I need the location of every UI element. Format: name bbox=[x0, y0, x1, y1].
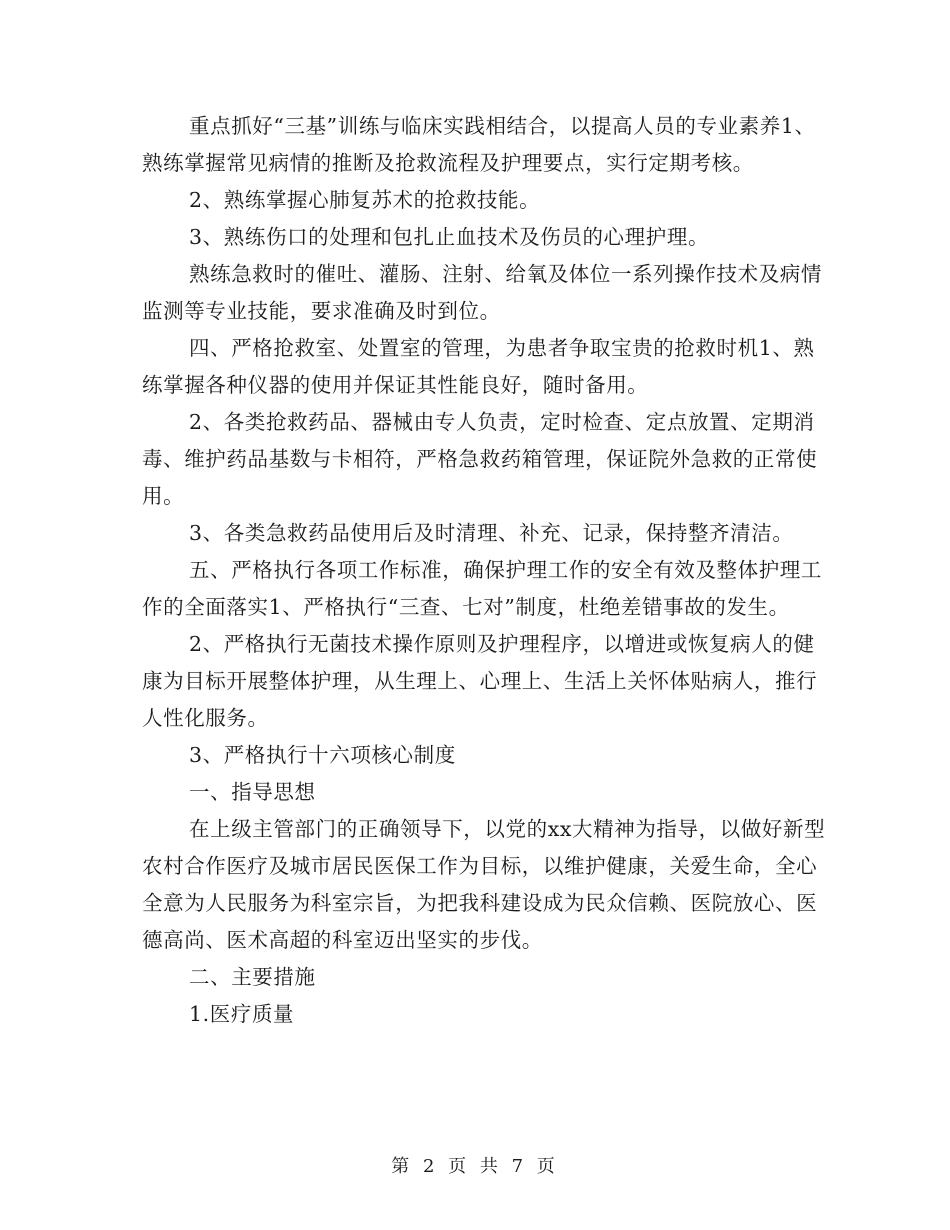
paragraph-aseptic: 2、严格执行无菌技术操作原则及护理程序，以增进或恢复病人的健康为目标开展整体护理，从生理上、心理上、生活上关怀体贴病人，推行人性化服务。 bbox=[142, 632, 818, 730]
paragraph-drug-management: 2、各类抢救药品、器械由专人负责，定时检查、定点放置、定期消毒、维护药品基数与卡相符，严格急救药箱管理，保证院外急救的正常使用。 bbox=[142, 410, 818, 508]
paragraph-three-basics: 重点抓好“三基”训练与临床实践相结合，以提高人员的专业素养1、熟练掌握常见病情的推断及抢救流程及护理要点，实行定期考核。 bbox=[142, 114, 816, 175]
paragraph-guiding-ideology: 在上级主管部门的正确领导下，以党的xx大精神为指导，以做好新型农村合作医疗及城市居民医保工作为目标，以维护健康，关爱生命，全心全意为人民服务为科室宗旨，为把我科建设成为民众信赖、医院放心、医德高尚、医术高超的科室迈出坚实的步伐。 bbox=[142, 817, 826, 952]
heading-guiding-ideology: 一、指导思想 bbox=[189, 780, 316, 804]
paragraph-emergency-techniques: 熟练急救时的催吐、灌肠、注射、给氧及体位一系列操作技术及病情监测等专业技能，要求准确及时到位。 bbox=[142, 262, 822, 323]
heading-main-measures: 二、主要措施 bbox=[189, 965, 316, 989]
document-body bbox=[142, 108, 832, 1033]
paragraph-core-systems: 3、严格执行十六项核心制度 bbox=[189, 743, 456, 767]
paragraph-cpr-skills: 2、熟练掌握心肺复苏术的抢救技能。 bbox=[189, 188, 541, 212]
paragraph-section-five: 五、严格执行各项工作标准，确保护理工作的安全有效及整体护理工作的全面落实1、严格执行“三查、七对”制度，杜绝差错事故的发生。 bbox=[142, 558, 822, 619]
paragraph-wound-care: 3、熟练伤口的处理和包扎止血技术及伤员的心理护理。 bbox=[189, 225, 710, 249]
paragraph-drug-replenish: 3、各类急救药品使用后及时清理、补充、记录，保持整齐清洁。 bbox=[189, 521, 794, 545]
heading-medical-quality: 1.医疗质量 bbox=[189, 1002, 295, 1026]
page-number-footer: 第 2 页 共 7 页 bbox=[391, 1156, 559, 1177]
paragraph-section-four: 四、严格抢救室、处置室的管理，为患者争取宝贵的抢救时机1、熟练掌握各种仪器的使用并保证其性能良好，随时备用。 bbox=[142, 336, 815, 397]
